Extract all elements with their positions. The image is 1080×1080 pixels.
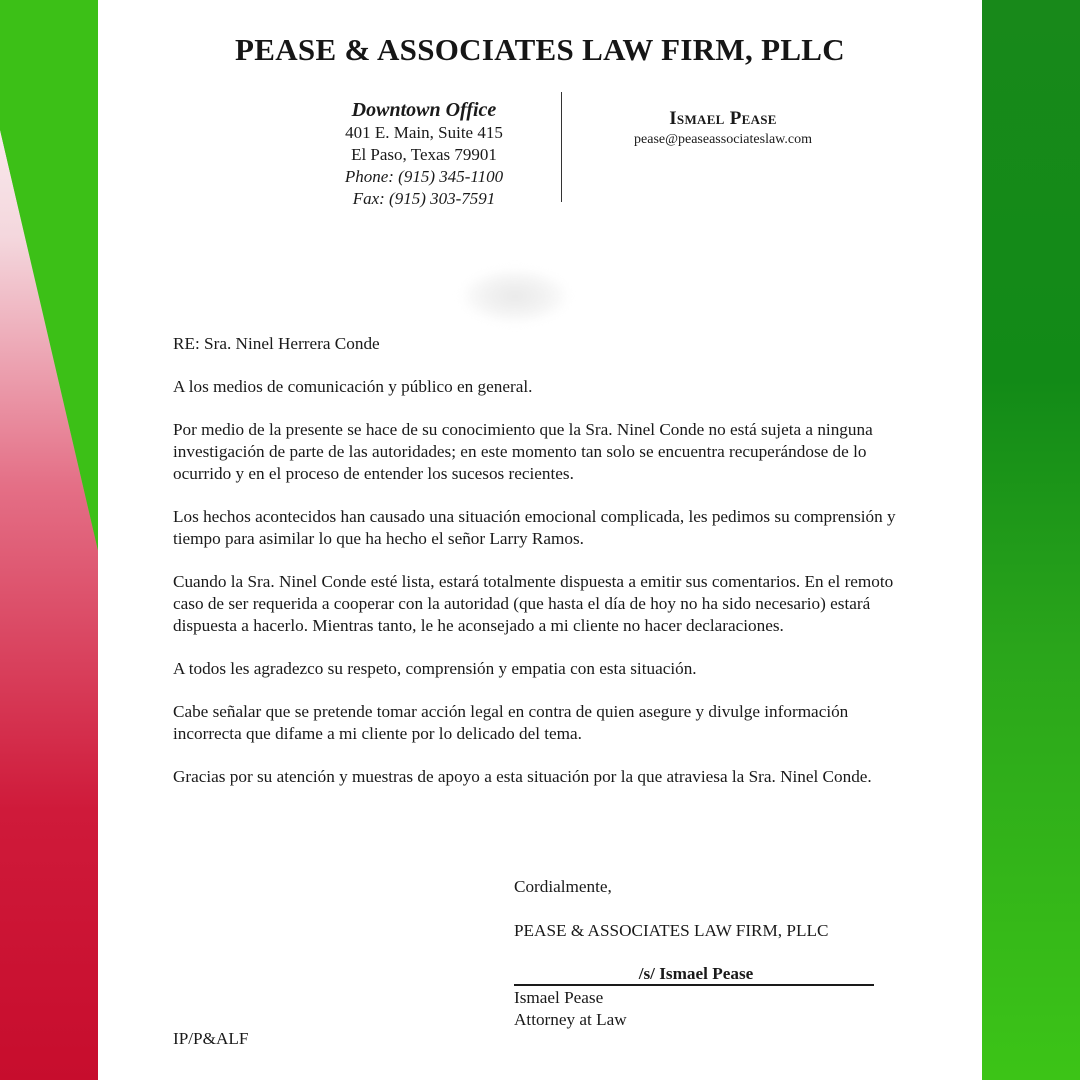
attorney-block [603, 108, 843, 148]
attorney-email: pease@peaseassociateslaw.com [634, 132, 812, 147]
letter-page [98, 0, 982, 1080]
office-fax: Fax: (915) 303-7591 [352, 189, 496, 208]
office-name: Downtown Office [351, 99, 497, 121]
signature-block [514, 876, 914, 1031]
firm-title: PEASE & ASSOCIATES LAW FIRM, PLLC [235, 32, 845, 67]
body-paragraph: Por medio de la presente se hace de su conocimiento que la Sra. Ninel Conde no está sujeta a ninguna investigación de parte de las autoridades; en este momento tan solo se encuentra recuperándose de lo ocurrido y en el proceso de entender los sucesos recientes. [173, 420, 873, 483]
reference-initials: IP/P&ALF [173, 1029, 249, 1048]
closing-firm-name: PEASE & ASSOCIATES LAW FIRM, PLLC [514, 921, 829, 940]
signature-line: /s/ Ismael Pease [514, 964, 874, 986]
office-address-block [314, 98, 534, 210]
re-line: RE: Sra. Ninel Herrera Conde [173, 334, 380, 353]
body-paragraph: Cuando la Sra. Ninel Conde esté lista, estará totalmente dispuesta a emitir sus comentarios. En el remoto caso de ser requerida a cooperar con la autoridad (que hasta el día de hoy no ha sido necesario) estará dispuesta a hacerlo. Mientras tanto, le he aconsejado a mi cliente no hacer declaraciones. [173, 572, 894, 635]
body-paragraph: Gracias por su atención y muestras de apoyo a esta situación por la que atraviesa la Sra. Ninel Conde. [173, 767, 872, 786]
closing-salutation: Cordialmente, [514, 877, 612, 896]
office-address-line1: 401 E. Main, Suite 415 [345, 123, 503, 142]
letter-body [173, 333, 918, 809]
body-paragraph: A todos les agradezco su respeto, comprensión y empatia con esta situación. [173, 659, 697, 678]
attorney-name: Ismael Pease [669, 108, 777, 129]
office-address-line2: El Paso, Texas 79901 [351, 145, 497, 164]
blurred-stamp [460, 268, 570, 324]
signer-name: Ismael Pease [514, 988, 604, 1007]
right-decorative-band [982, 0, 1080, 1080]
body-paragraph: Los hechos acontecidos han causado una situación emocional complicada, les pedimos su comprensión y tiempo para asimilar lo que ha hecho el señor Larry Ramos. [173, 507, 896, 548]
letterhead-divider [561, 92, 562, 202]
left-decorative-band [0, 0, 98, 1080]
office-phone: Phone: (915) 345-1100 [344, 167, 504, 186]
signer-title: Attorney at Law [514, 1010, 627, 1029]
body-paragraph: Cabe señalar que se pretende tomar acción legal en contra de quien asegure y divulge información incorrecta que difame a mi cliente por lo delicado del tema. [173, 702, 849, 743]
body-paragraph: A los medios de comunicación y público en general. [173, 377, 533, 396]
